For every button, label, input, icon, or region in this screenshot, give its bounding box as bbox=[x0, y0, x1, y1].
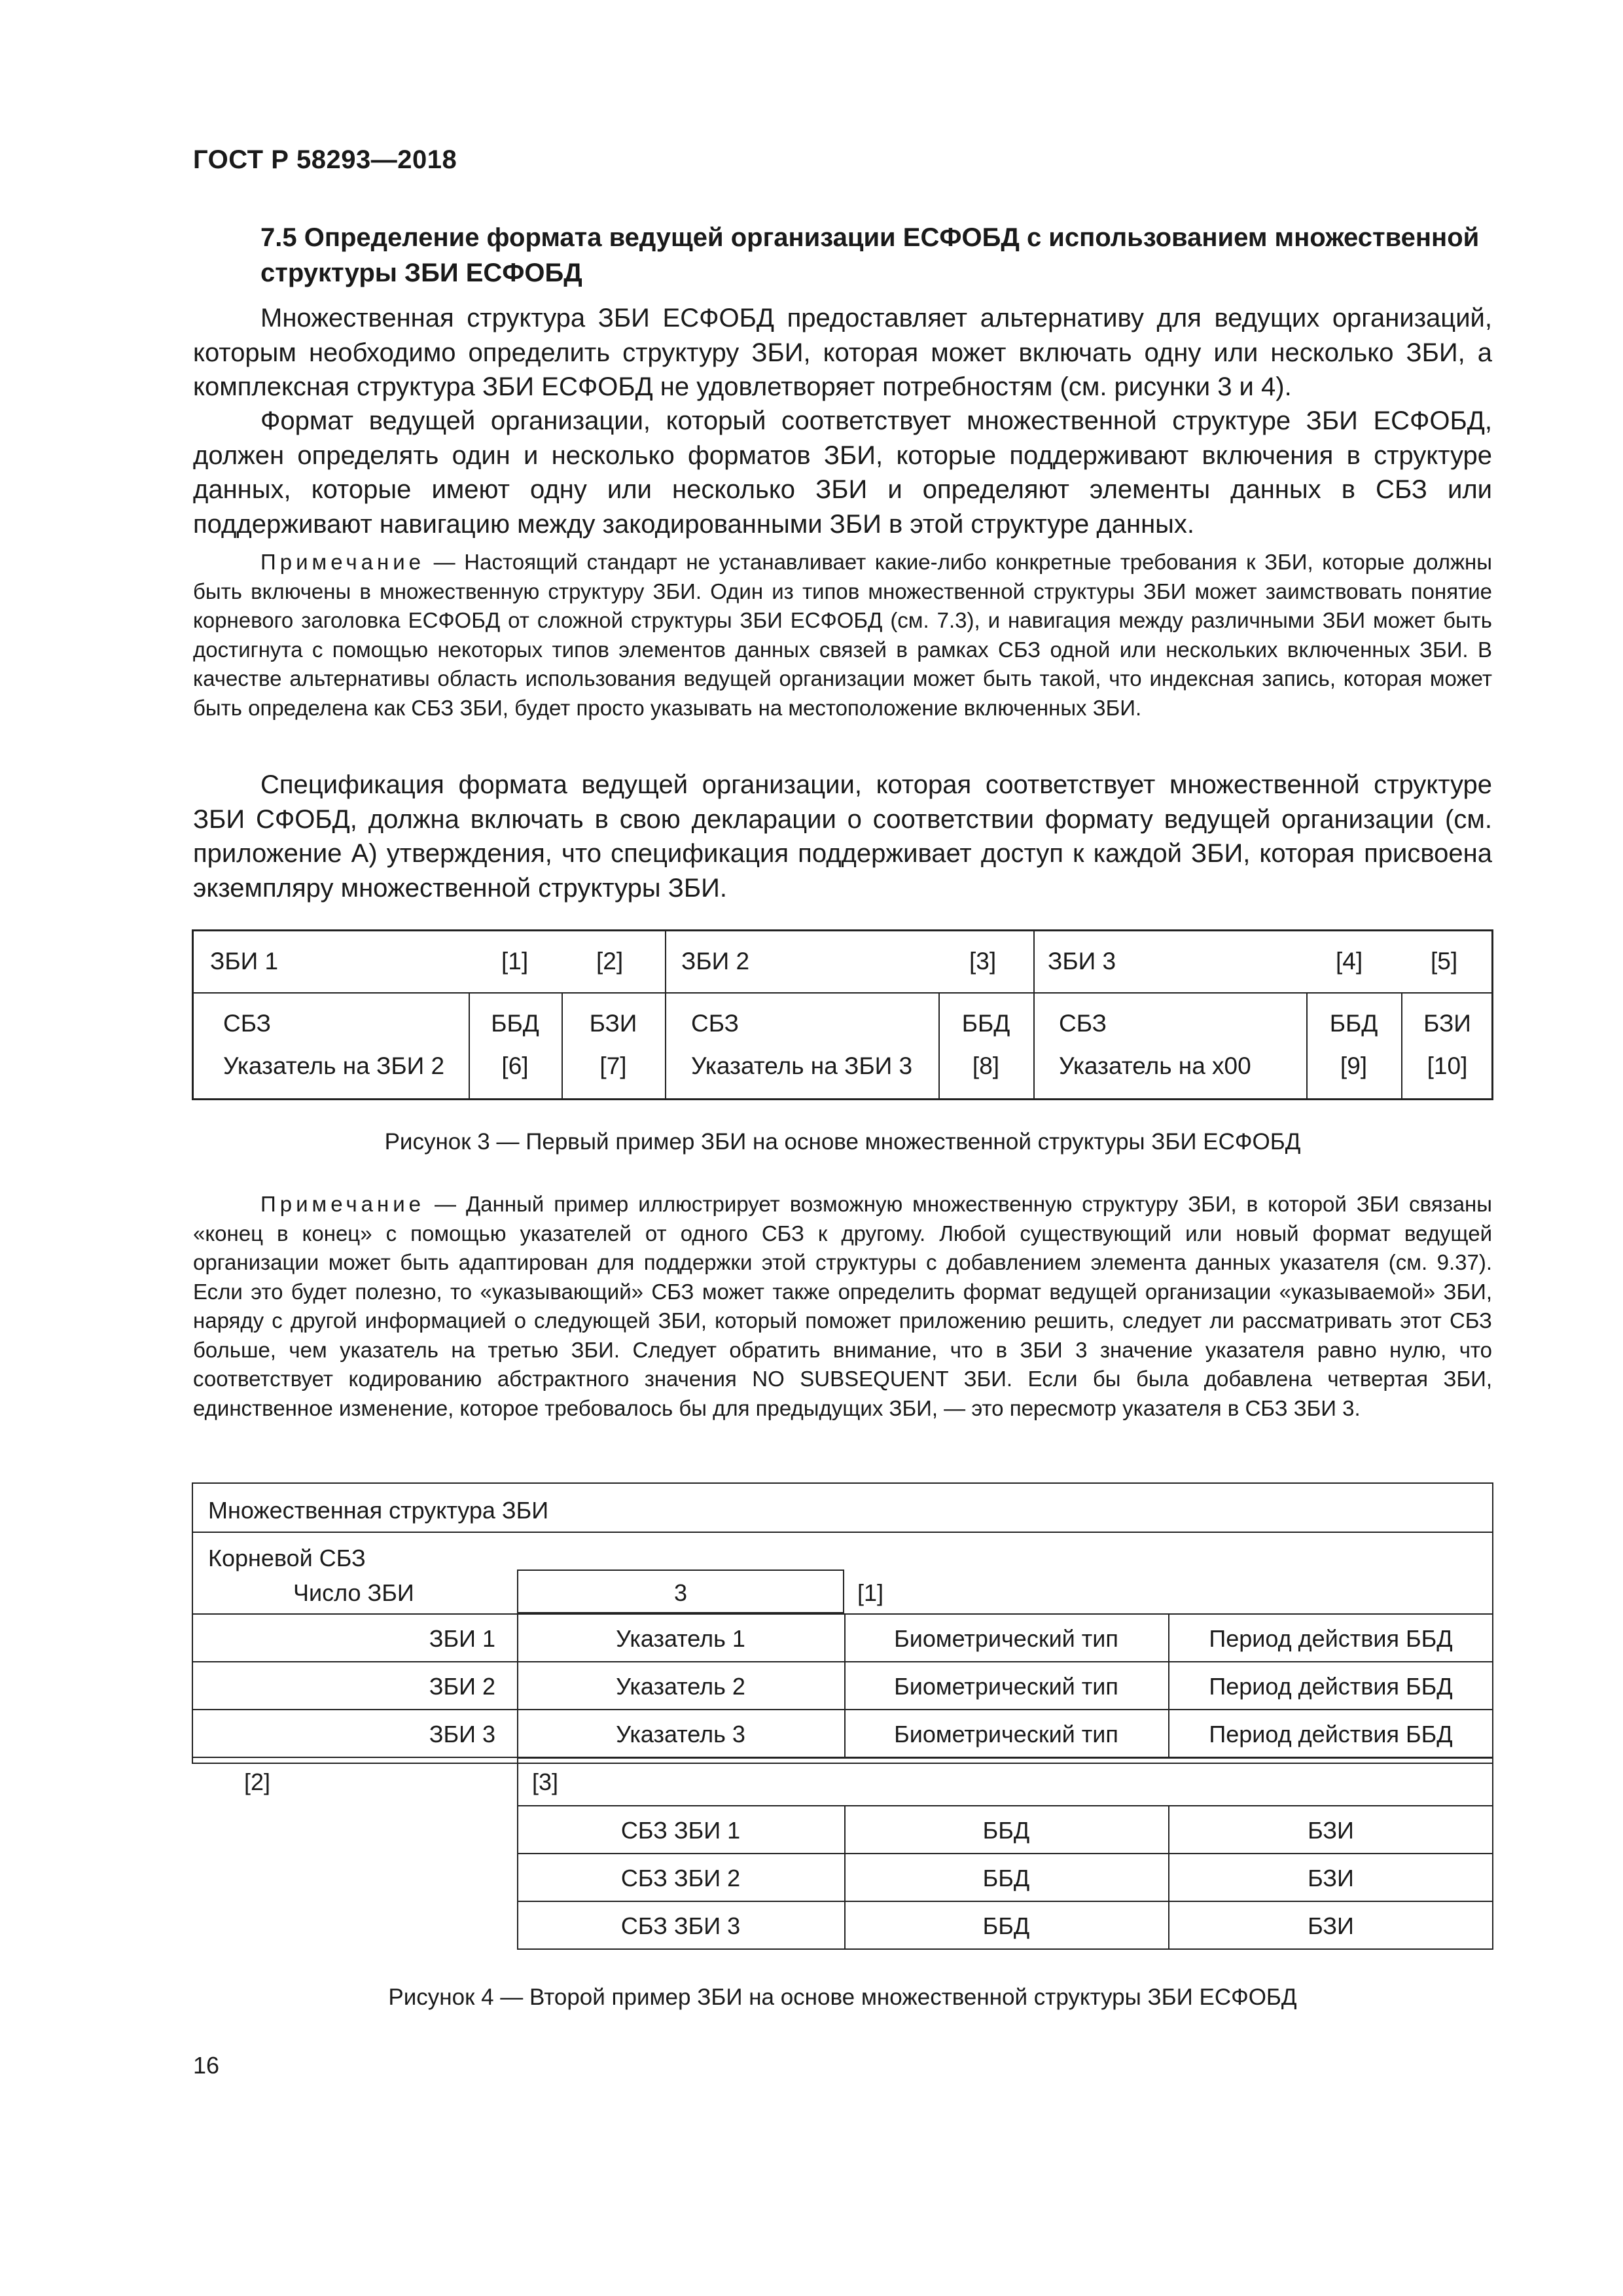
ref-label: [3] bbox=[969, 948, 997, 975]
bbd-label: ББД bbox=[1329, 1010, 1378, 1037]
note-dash: — bbox=[425, 1192, 466, 1216]
bzi-label: БЗИ bbox=[589, 1010, 637, 1037]
ref-label: [5] bbox=[1431, 948, 1458, 975]
paragraph: Формат ведущей организации, который соответствует множественной структуре ЗБИ ЕСФОБД, должен определять один и несколько форматов ЗБИ, которые поддерживают включения в структуре данных, которые имеют одну или несколько ЗБИ и определяют элементы данных в СБЗ или поддерживают навигацию между закодированными ЗБИ в этой структуре данных. bbox=[193, 406, 1492, 539]
divider bbox=[194, 992, 1491, 994]
bzi-cell: БЗИ bbox=[1308, 1865, 1354, 1892]
divider bbox=[665, 931, 666, 1098]
pointer-cell: Указатель 1 bbox=[616, 1625, 745, 1652]
figure-3-diagram bbox=[192, 929, 1493, 1100]
bbd-cell: ББД bbox=[982, 1865, 1030, 1892]
validity-period-cell: Период действия ББД bbox=[1209, 1721, 1453, 1748]
bzi-cell: БЗИ bbox=[1308, 1912, 1354, 1939]
ref-label: [4] bbox=[1336, 948, 1363, 975]
sbz-cell: СБЗ ЗБИ 2 bbox=[620, 1865, 741, 1892]
biometric-type-cell: Биометрический тип bbox=[894, 1625, 1118, 1652]
ref-label: [2] bbox=[244, 1768, 271, 1795]
sbz-cell: СБЗ ЗБИ 1 bbox=[620, 1817, 741, 1844]
bbd-label: ББД bbox=[491, 1010, 539, 1037]
structure-title: Множественная структура ЗБИ bbox=[208, 1497, 549, 1524]
divider bbox=[1306, 992, 1308, 1098]
divider bbox=[469, 992, 470, 1098]
divider bbox=[1033, 931, 1035, 1098]
bzi-cell: БЗИ bbox=[1308, 1817, 1354, 1844]
figure-4-caption: Рисунок 4 — Второй пример ЗБИ на основе множественной структуры ЗБИ ЕСФОБД bbox=[388, 1984, 1297, 2010]
pointer-cell: Указатель 3 bbox=[616, 1721, 745, 1748]
note-label: Примечание bbox=[260, 550, 425, 574]
divider bbox=[938, 992, 940, 1098]
count-value: 3 bbox=[673, 1579, 688, 1606]
note-text: Настоящий стандарт не устанавливает какие-либо конкретные требования к ЗБИ, которые должны быть включены в множественную структуру ЗБИ. Один из типов множественной структуры ЗБИ может заимствовать понятие корневого заголовка ЕСФОБД от сложной структуры ЗБИ ЕСФОБД (см. 7.3), и навигация между различными ЗБИ может быть достигнута с помощью некоторых типов элементов данных связей в рамках СБЗ одной или нескольких включенных ЗБИ. В качестве альтернативы область использования ведущей организации может быть такой, что индексная запись, которая может быть определена как СБЗ ЗБИ, будет просто указывать на местоположение включенных ЗБИ. bbox=[193, 550, 1492, 720]
zbi-row-label: ЗБИ 1 bbox=[429, 1625, 495, 1652]
pointer-label: Указатель на ЗБИ 2 bbox=[223, 1052, 445, 1079]
bbd-cell: ББД bbox=[982, 1817, 1030, 1844]
document-header: ГОСТ Р 58293—2018 bbox=[193, 145, 457, 174]
biometric-type-cell: Биометрический тип bbox=[894, 1673, 1118, 1700]
ref-label: [6] bbox=[501, 1052, 529, 1079]
sbz-label: СБЗ bbox=[691, 1010, 739, 1037]
ref-label: [9] bbox=[1340, 1052, 1368, 1079]
note-label: Примечание bbox=[260, 1192, 425, 1216]
bzi-label: БЗИ bbox=[1423, 1010, 1471, 1037]
figure-3-caption: Рисунок 3 — Первый пример ЗБИ на основе множественной структуры ЗБИ ЕСФОБД bbox=[384, 1129, 1301, 1155]
pointer-label: Указатель на ЗБИ 3 bbox=[691, 1052, 913, 1079]
zbi-1-label: ЗБИ 1 bbox=[210, 948, 279, 975]
root-sbz-label: Корневой СБЗ bbox=[208, 1545, 366, 1571]
ref-label: [7] bbox=[599, 1052, 627, 1079]
bbd-label: ББД bbox=[961, 1010, 1010, 1037]
paragraph: Спецификация формата ведущей организации, которая соответствует множественной структуре ЗБИ СФОБД, должна включать в свою декларации о соответствии формату ведущей организации (см. приложение А) утверждения, что спецификация поддерживает доступ к каждой ЗБИ, которая присвоена экземпляру множественной структуры ЗБИ. bbox=[193, 770, 1492, 903]
zbi-3-label: ЗБИ 3 bbox=[1048, 948, 1116, 975]
paragraph: Множественная структура ЗБИ ЕСФОБД предоставляет альтернативу для ведущих организаций, которым необходимо определить структуру ЗБИ, которая может включать одну или несколько ЗБИ, а комплексная структура ЗБИ ЕСФОБД не удовлетворяет потребностям (см. рисунки 3 и 4). bbox=[193, 304, 1492, 401]
zbi-2-label: ЗБИ 2 bbox=[681, 948, 750, 975]
pointer-cell: Указатель 2 bbox=[616, 1673, 745, 1700]
sbz-label: СБЗ bbox=[1059, 1010, 1107, 1037]
figure-4-diagram bbox=[192, 1482, 1493, 1954]
page-number: 16 bbox=[193, 2052, 220, 2079]
validity-period-cell: Период действия ББД bbox=[1209, 1673, 1453, 1700]
divider bbox=[562, 992, 563, 1098]
note bbox=[193, 548, 1492, 723]
sbz-cell: СБЗ ЗБИ 3 bbox=[620, 1912, 741, 1939]
ref-label: [3] bbox=[532, 1768, 559, 1795]
zbi-row-label: ЗБИ 3 bbox=[429, 1721, 495, 1748]
note bbox=[193, 1190, 1492, 1423]
divider bbox=[1401, 992, 1402, 1098]
zbi-row-label: ЗБИ 2 bbox=[429, 1673, 495, 1700]
ref-label: [1] bbox=[857, 1579, 884, 1606]
note-text: Данный пример иллюстрирует возможную множественную структуру ЗБИ, в которой ЗБИ связаны «конец в конец» с помощью указателей от одного СБЗ к другому. Любой существующий или новый формат ведущей организации может быть адаптирован для поддержки этой структуры с добавлением элемента данных указателя (см. 9.37). Если это будет полезно, то «указывающий» СБЗ может также определить формат ведущей организации «указываемой» ЗБИ, наряду с другой информацией о следующей ЗБИ, который поможет приложению решить, следует ли рассматривать этот СБЗ больше, чем указатель на третью ЗБИ. Следует обратить внимание, что в ЗБИ 3 значение указателя равно нулю, что соответствует кодированию абстрактного значения NO SUBSEQUENT ЗБИ. Если бы была добавлена четвертая ЗБИ, единственное изменение, которое требовалось бы для предыдущих ЗБИ, — это пересмотр указателя в СБЗ ЗБИ 3. bbox=[193, 1192, 1493, 1420]
section-title: 7.5 Определение формата ведущей организации ЕСФОБД с использованием множественной структуры ЗБИ ЕСФОБД bbox=[260, 223, 1480, 287]
divider bbox=[192, 1532, 1493, 1533]
ref-label: [1] bbox=[501, 948, 529, 975]
ref-label: [2] bbox=[596, 948, 624, 975]
bbd-cell: ББД bbox=[982, 1912, 1030, 1939]
sbz-label: СБЗ bbox=[223, 1010, 271, 1037]
biometric-type-cell: Биометрический тип bbox=[894, 1721, 1118, 1748]
pointer-label: Указатель на x00 bbox=[1059, 1052, 1251, 1079]
note-dash: — bbox=[425, 550, 465, 574]
ref-label: [10] bbox=[1427, 1052, 1468, 1079]
ref-label: [8] bbox=[972, 1052, 1000, 1079]
sub-structure-header bbox=[517, 1757, 1493, 1806]
count-label: Число ЗБИ bbox=[293, 1579, 414, 1606]
validity-period-cell: Период действия ББД bbox=[1209, 1625, 1453, 1652]
